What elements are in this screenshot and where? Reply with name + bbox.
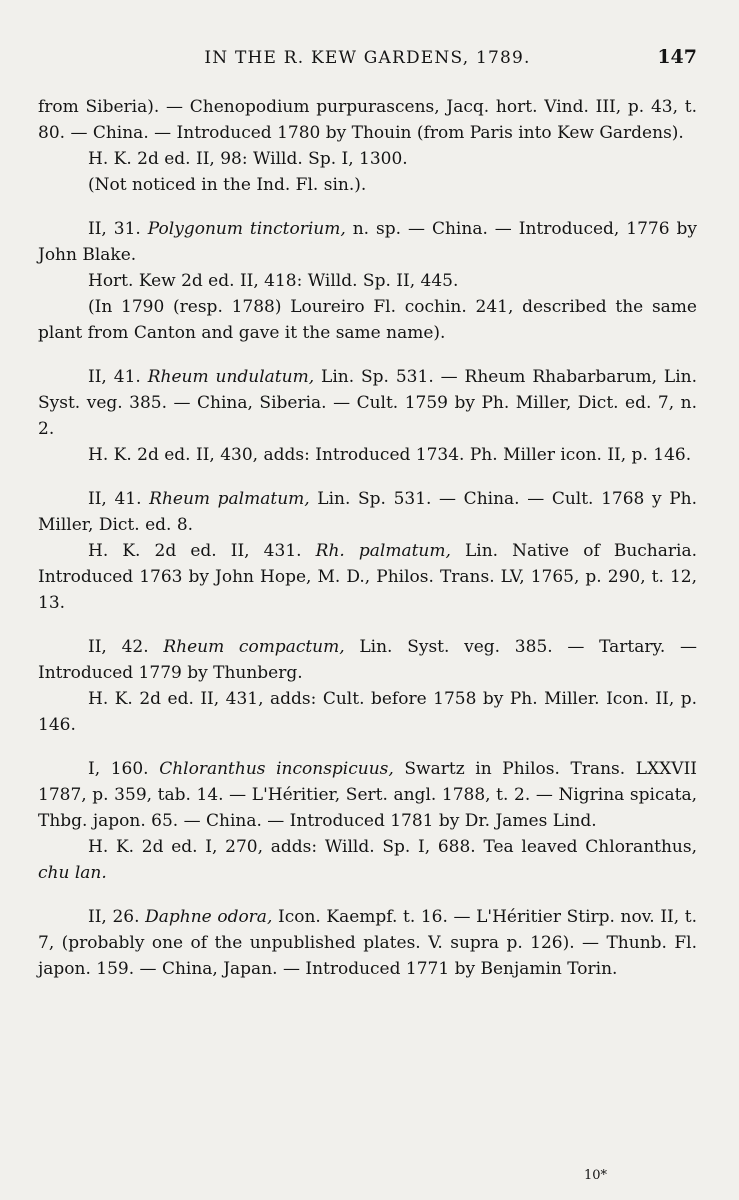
paragraph	[38, 634, 697, 686]
text-run: I, 160.	[88, 759, 160, 779]
paragraph	[38, 172, 697, 198]
page-header	[38, 44, 697, 74]
paragraph	[38, 294, 697, 346]
species-name: Rh. palmatum,	[315, 541, 451, 561]
body-text	[38, 94, 697, 982]
paragraph	[38, 216, 697, 268]
species-name: Polygonum tinctorium,	[147, 219, 346, 239]
text-run: (Not noticed in the Ind. Fl. sin.).	[88, 175, 367, 195]
text-run: H. K. 2d ed. I, 270, adds: Willd. Sp. I, 688. Tea leaved Chloranthus,	[88, 837, 697, 857]
paragraph	[38, 268, 697, 294]
text-run: II, 42.	[88, 637, 164, 657]
text-run: Icon. Kaempf. t. 16. — L'Héritier Stirp. nov. II, t. 7, (probably one of the unpublished plates. V. supra p. 126). — Thunb. Fl. japon. 159. — China, Japan. — Introduced 1771 by Benjamin Torin.	[38, 907, 698, 979]
paragraph	[38, 834, 697, 886]
text-run: H. K. 2d ed. II, 431.	[88, 541, 316, 561]
paragraph	[38, 756, 697, 834]
paragraph	[38, 904, 697, 982]
text-run: Hort. Kew 2d ed. II, 418: Willd. Sp. II, 445.	[88, 271, 459, 291]
text-run: Lin. Sp. 531. — Rheum Rhabarbarum, Lin. Syst. veg. 385. — China, Siberia. — Cult. 1759 by Ph. Miller, Dict. ed. 7, n. 2.	[38, 367, 697, 439]
running-head: IN THE R. KEW GARDENS, 1789.	[204, 48, 531, 68]
text-run: II, 31.	[88, 219, 148, 239]
paragraph	[38, 442, 697, 468]
text-run: (In 1790 (resp. 1788) Loureiro Fl. cochin. 241, described the same plant from Canton and gave it the same name).	[38, 297, 697, 343]
page-number: 147	[657, 46, 697, 68]
text-run: from Siberia). — Chenopodium purpurascens, Jacq. hort. Vind. III, p. 43, t. 80. — China. — Introduced 1780 by Thouin (from Paris into Kew Gardens).	[38, 97, 697, 143]
text-run: Lin. Syst. veg. 385. — Tartary. — Introduced 1779 by Thunberg.	[38, 637, 697, 683]
text-run: II, 26.	[88, 907, 146, 927]
text-run: Lin. Sp. 531. — China. — Cult. 1768 y Ph. Miller, Dict. ed. 8.	[38, 489, 697, 535]
paragraph	[38, 538, 697, 616]
text-run: Lin. Native of Bucharia. Introduced 1763 by John Hope, M. D., Philos. Trans. LV, 1765, p. 290, t. 12, 13.	[38, 541, 697, 613]
paragraph	[38, 146, 697, 172]
paragraph	[38, 94, 697, 146]
text-run: H. K. 2d ed. II, 98: Willd. Sp. I, 1300.	[88, 149, 408, 169]
species-name: Rheum palmatum,	[149, 489, 310, 509]
text-run: Swartz in Philos. Trans. LXXVII 1787, p. 359, tab. 14. — L'Héritier, Sert. angl. 1788, t. 2. — Nigrina spicata, Thbg. japon. 65. — China. — Introduced 1781 by Dr. James Lind.	[38, 759, 697, 831]
species-name: Rheum undulatum,	[147, 367, 315, 387]
text-run: H. K. 2d ed. II, 430, adds: Introduced 1734. Ph. Miller icon. II, p. 146.	[88, 445, 692, 465]
species-name: Daphne odora,	[145, 907, 273, 927]
signature-mark: 10*	[583, 1168, 607, 1183]
species-name: Chloranthus inconspicuus,	[159, 759, 394, 779]
paragraph	[38, 364, 697, 442]
text-run: n. sp. — China. — Introduced, 1776 by John Blake.	[38, 219, 697, 265]
text-run: II, 41.	[88, 367, 148, 387]
text-run: II, 41.	[88, 489, 150, 509]
paragraph	[38, 686, 697, 738]
paragraph	[38, 486, 697, 538]
species-name: chu lan.	[38, 863, 107, 883]
text-run: H. K. 2d ed. II, 431, adds: Cult. before 1758 by Ph. Miller. Icon. II, p. 146.	[38, 689, 697, 735]
species-name: Rheum compactum,	[163, 637, 345, 657]
